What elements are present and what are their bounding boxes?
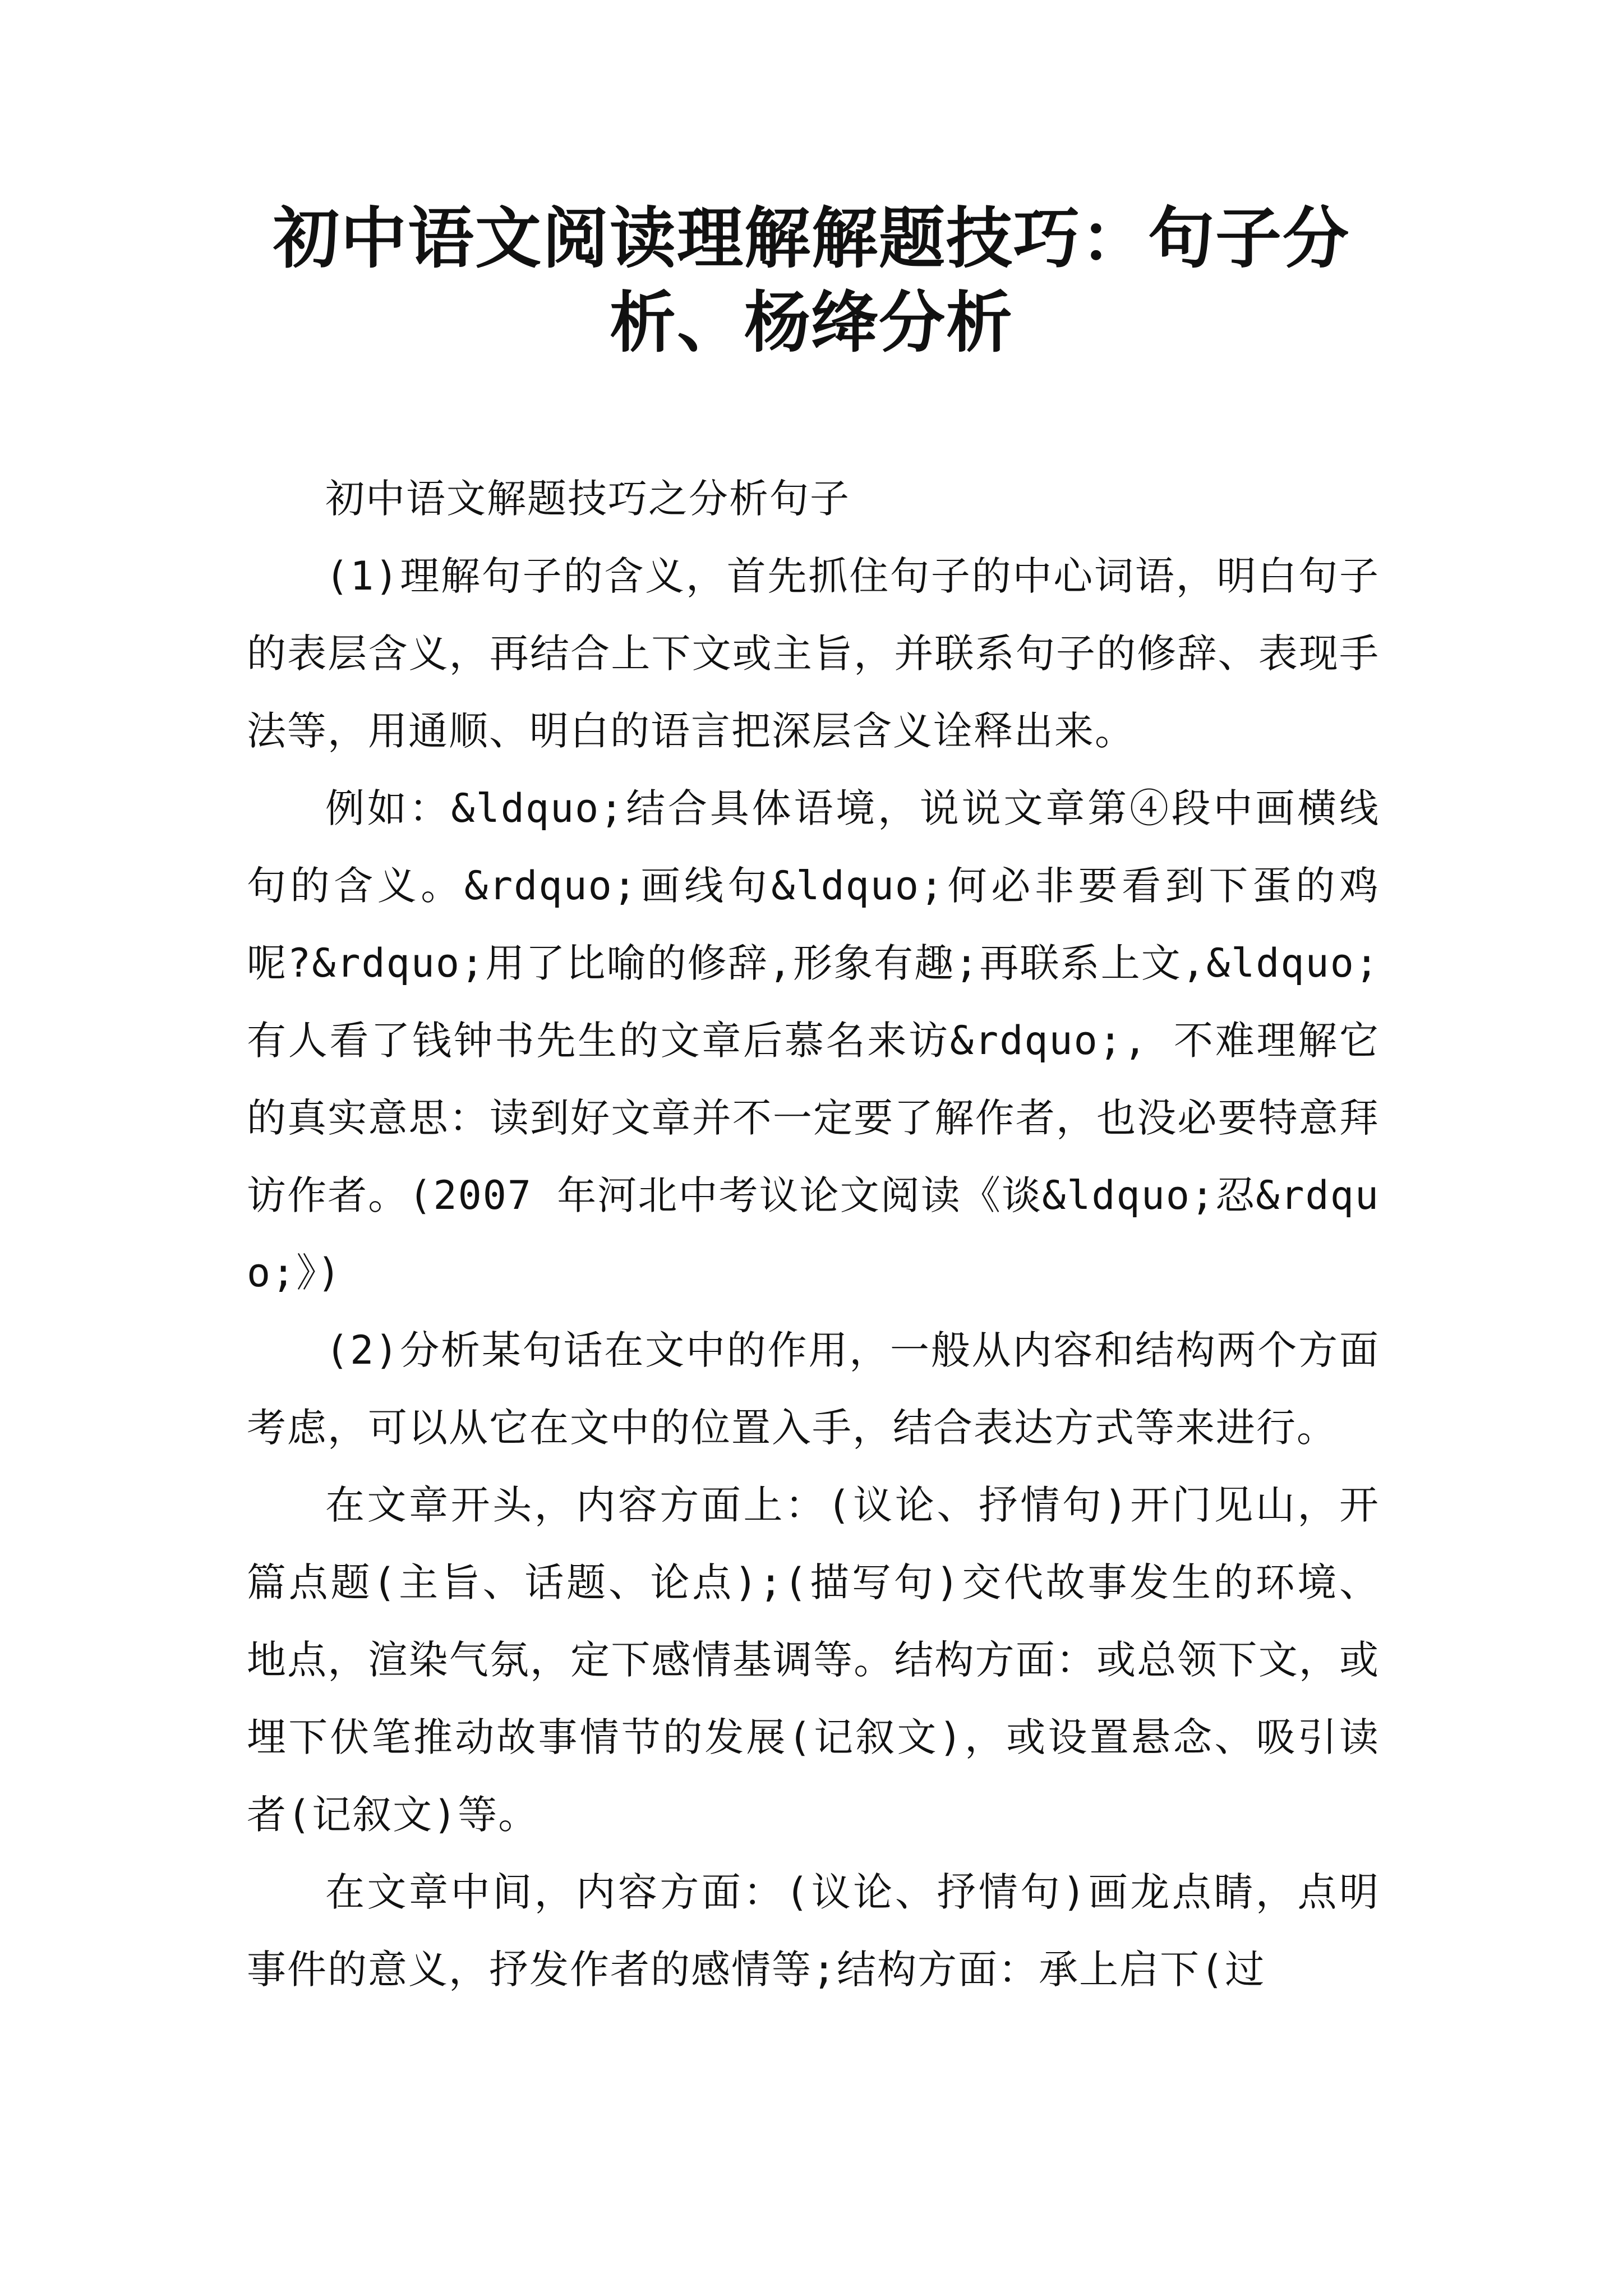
paragraph: 在文章中间，内容方面：(议论、抒情句)画龙点睛，点明事件的意义，抒发作者的感情等;结构方面：承上启下(过 xyxy=(247,1869,1380,1993)
paragraph: 例如：&ldquo;结合具体语境，说说文章第④段中画横线句的含义。&rdquo;画线句&ldquo;何必非要看到下蛋的鸡呢?&rdquo;用了比喻的修辞,形象有趣;再联系上文,&ldquo;有人看了钱钟书先生的文章后慕名来访&rdquo;, 不难理解它的真实意思：读到好文章并不一定要了解作者，也没必要特意拜访作者。(2007 年河北中考议论文阅读《谈&ldquo;忍&rdquo;》) xyxy=(247,785,1380,1296)
paragraph: (2)分析某句话在文中的作用，一般从内容和结构两个方面考虑，可以从它在文中的位置入手，结合表达方式等来进行。 xyxy=(247,1327,1380,1451)
paragraph: (1)理解句子的含义，首先抓住句子的中心词语，明白句子的表层含义，再结合上下文或主旨，并联系句子的修辞、表现手法等，用通顺、明白的语言把深层含义诠释出来。 xyxy=(247,553,1380,754)
document-body xyxy=(247,460,1380,2008)
paragraph: 在文章开头，内容方面上：(议论、抒情句)开门见山，开篇点题(主旨、话题、论点);(描写句)交代故事发生的环境、地点，渲染气氛，定下感情基调等。结构方面：或总领下文，或埋下伏笔推动故事情节的发展(记叙文)，或设置悬念、吸引读者(记叙文)等。 xyxy=(247,1482,1380,1838)
document-title: 初中语文阅读理解解题技巧：句子分析、杨绛分析 xyxy=(273,199,1350,361)
section-heading: 初中语文解题技巧之分析句子 xyxy=(325,476,850,522)
